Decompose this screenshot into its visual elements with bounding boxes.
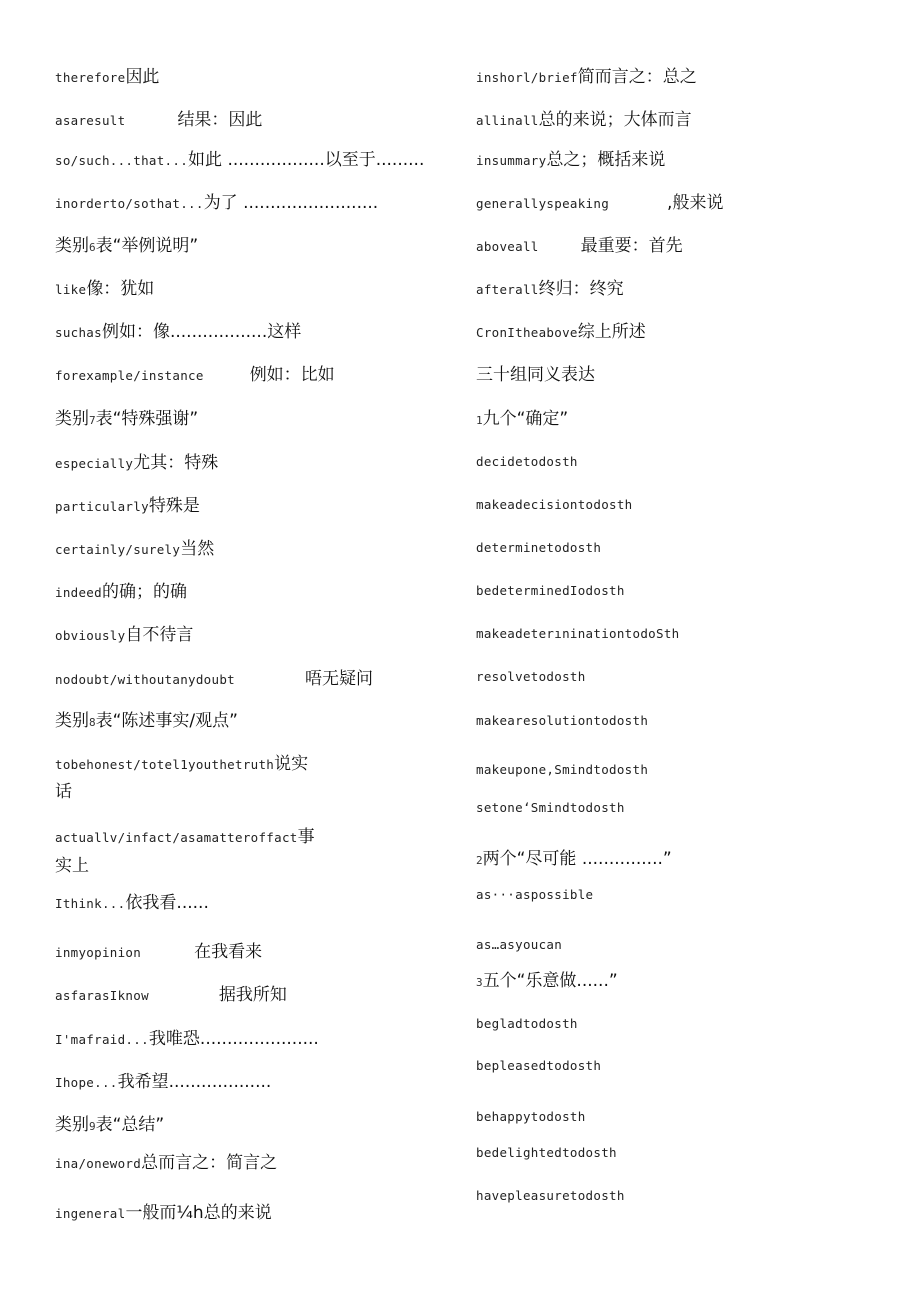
english-phrase: suchas: [55, 325, 102, 340]
phrase-continuation: 话: [55, 782, 72, 802]
phrase-row: [476, 1184, 625, 1207]
phrase-row: [55, 1028, 319, 1051]
chinese-meaning: 我唯恐......................: [148, 1029, 319, 1049]
english-phrase: allinall: [476, 113, 539, 128]
chinese-meaning: 我希望...................: [117, 1072, 272, 1092]
chinese-meaning: 总之；概括来说: [546, 150, 666, 170]
chinese-meaning: 结果：因此: [177, 110, 263, 130]
chinese-meaning: 为了 .........................: [203, 193, 379, 213]
english-phrase: forexample/instance: [55, 368, 204, 383]
phrase-row: [476, 536, 601, 559]
english-phrase: obviously: [55, 628, 126, 643]
phrase-row: [55, 321, 301, 344]
phrase-row: [476, 149, 665, 172]
phrase-row: [476, 709, 648, 732]
phrase-row: [476, 109, 692, 132]
english-phrase: decidetodosth: [476, 454, 578, 469]
phrase-row: [55, 941, 262, 964]
chinese-meaning: 终归：终究: [538, 279, 624, 299]
english-phrase: aboveall: [476, 239, 539, 254]
category-heading: 类别7表“特殊强谢”: [55, 409, 199, 429]
english-phrase: determinetodosth: [476, 540, 602, 555]
category-number: 7: [89, 414, 96, 427]
phrase-row: [476, 66, 697, 89]
group-number: 2: [476, 854, 483, 867]
english-phrase: insummary: [476, 153, 547, 168]
phrase-row: [476, 192, 723, 215]
english-phrase: Ithink...: [55, 896, 126, 911]
category-number: 8: [89, 716, 96, 729]
phrase-row: [476, 235, 683, 258]
chinese-meaning: 总而言之：简言之: [141, 1153, 278, 1173]
group-number: 1: [476, 414, 483, 427]
english-phrase: bedeterminedIodosth: [476, 583, 625, 598]
english-phrase: especially: [55, 456, 134, 471]
english-phrase: certainly/surely: [55, 542, 181, 557]
chinese-meaning: 尤其：特殊: [133, 453, 219, 473]
english-phrase: bedelightedtodosth: [476, 1145, 617, 1160]
english-phrase: makeadeterıninationtodoSth: [476, 626, 680, 641]
english-phrase: makearesolutiontodosth: [476, 713, 649, 728]
chinese-meaning: 简而言之：总之: [577, 67, 697, 87]
chinese-meaning: 在我看来: [194, 942, 263, 962]
english-phrase: actuallv/infact/asamatteroffact: [55, 830, 298, 845]
english-phrase: inorderto/sothat...: [55, 196, 204, 211]
english-phrase: ina/oneword: [55, 1156, 142, 1171]
group-heading: 3五个“乐意做......”: [476, 971, 618, 991]
english-phrase: afterall: [476, 282, 539, 297]
phrase-row: [55, 753, 308, 776]
group-heading: 2两个“尽可能 ...............”: [476, 849, 672, 869]
english-phrase: particularly: [55, 499, 149, 514]
phrase-row: [476, 758, 648, 781]
category-heading: 类别8表“陈述事实/观点”: [55, 711, 238, 731]
english-phrase: nodoubt/withoutanydoubt: [55, 672, 235, 687]
chinese-meaning: 例如：像..................这样: [101, 322, 302, 342]
category-heading: 类别9表“总结”: [55, 1115, 165, 1135]
chinese-meaning: 像：犹如: [86, 279, 155, 299]
english-phrase: havepleasuretodosth: [476, 1188, 625, 1203]
english-phrase: I'mafraid...: [55, 1032, 149, 1047]
chinese-meaning: 说实: [274, 754, 309, 774]
category-heading: 类别6表“举例说明”: [55, 236, 199, 256]
chinese-meaning: 综上所述: [577, 322, 646, 342]
english-phrase: bepleasedtodosth: [476, 1058, 602, 1073]
english-phrase: Ihope...: [55, 1075, 118, 1090]
chinese-meaning: 一般而¼h总的来说: [125, 1203, 272, 1223]
phrase-continuation: 实上: [55, 856, 89, 876]
english-phrase: generallyspeaking: [476, 196, 610, 211]
chinese-meaning: 当然: [180, 539, 215, 559]
chinese-meaning: 最重要：首先: [580, 236, 683, 256]
chinese-meaning: 如此 ..................以至于.........: [188, 150, 425, 170]
english-phrase: asfarasIknow: [55, 988, 149, 1003]
chinese-meaning: 依我看......: [125, 893, 209, 913]
english-phrase: therefore: [55, 70, 126, 85]
phrase-row: [476, 278, 624, 301]
phrase-row: [55, 892, 209, 915]
phrase-row: [55, 364, 335, 387]
group-number: 3: [476, 976, 483, 989]
phrase-row: [476, 321, 646, 344]
english-phrase: as…asyoucan: [476, 937, 563, 952]
category-number: 9: [89, 1120, 96, 1133]
chinese-meaning: 的确；的确: [101, 582, 187, 602]
phrase-row: [476, 796, 625, 819]
phrase-row: [55, 826, 315, 849]
group-heading: 1九个“确定”: [476, 409, 569, 429]
chinese-meaning: 事: [297, 827, 315, 847]
english-phrase: ingeneral: [55, 1206, 126, 1221]
chinese-meaning: 因此: [125, 67, 160, 87]
phrase-row: [55, 149, 424, 172]
chinese-meaning: 自不待言: [125, 625, 194, 645]
english-phrase: behappytodosth: [476, 1109, 586, 1124]
chinese-meaning: ,般来说: [667, 193, 724, 213]
phrase-row: [476, 933, 562, 956]
phrase-row: [55, 1152, 277, 1175]
category-number: 6: [89, 241, 96, 254]
english-phrase: begladtodosth: [476, 1016, 578, 1031]
english-phrase: setoneʻSmindtodosth: [476, 800, 625, 815]
phrase-row: [55, 192, 378, 215]
phrase-row: [55, 538, 214, 561]
phrase-row: [476, 665, 586, 688]
english-phrase: inmyopinion: [55, 945, 142, 960]
phrase-row: [476, 1141, 617, 1164]
phrase-row: [55, 495, 200, 518]
phrase-row: [55, 1071, 271, 1094]
english-phrase: like: [55, 282, 87, 297]
phrase-row: [476, 1105, 586, 1128]
phrase-row: [476, 450, 578, 473]
chinese-meaning: 据我所知: [218, 985, 287, 1005]
phrase-row: [55, 624, 193, 647]
phrase-row: [55, 1202, 272, 1225]
english-phrase: inshorl/brief: [476, 70, 578, 85]
phrase-row: [476, 883, 593, 906]
chinese-meaning: 唔无疑问: [305, 669, 373, 689]
english-phrase: CronItheabove: [476, 325, 578, 340]
phrase-row: [55, 66, 159, 89]
chinese-meaning: 特殊是: [148, 496, 200, 516]
phrase-row: [476, 1012, 578, 1035]
phrase-row: [476, 1054, 601, 1077]
english-phrase: asaresult: [55, 113, 126, 128]
chinese-meaning: 总的来说；大体而言: [538, 110, 692, 130]
phrase-row: [476, 493, 633, 516]
phrase-row: [55, 109, 262, 132]
english-phrase: indeed: [55, 585, 102, 600]
english-phrase: resolvetodosth: [476, 669, 586, 684]
phrase-row: [476, 622, 679, 645]
english-phrase: makeadecisiontodosth: [476, 497, 633, 512]
phrase-row: [55, 581, 187, 604]
phrase-row: [476, 579, 625, 602]
english-phrase: makeupone,Smindtodosth: [476, 762, 649, 777]
english-phrase: tobehonest/totel1youthetruth: [55, 757, 275, 772]
section-heading: 三十组同义表达: [476, 365, 595, 385]
english-phrase: as···aspossible: [476, 887, 594, 902]
english-phrase: so/such...that...: [55, 153, 189, 168]
phrase-row: [55, 668, 373, 691]
phrase-row: [55, 452, 218, 475]
chinese-meaning: 例如：比如: [249, 365, 335, 385]
phrase-row: [55, 278, 154, 301]
phrase-row: [55, 984, 287, 1007]
